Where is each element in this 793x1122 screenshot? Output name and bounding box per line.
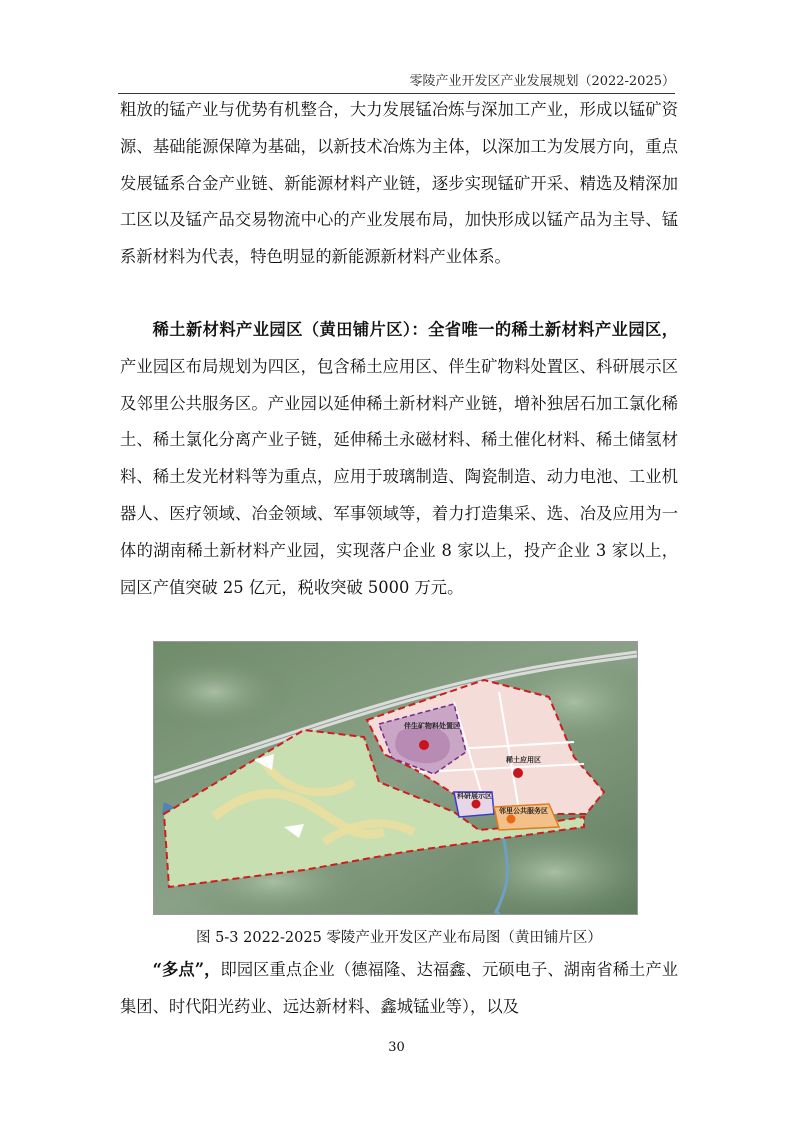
multi-point-heading: “多点”， xyxy=(152,960,221,979)
label-byproduct-zone: 伴生矿物料处置区 xyxy=(404,722,460,730)
label-public-service-zone: 邻里公共服务区 xyxy=(499,807,548,815)
rare-earth-park-body: 产业园区布局规划为四区，包含稀土应用区、伴生矿物料处置区、科研展示区及邻里公共服务区。产业园以延伸稀土新材料产业链，增补独居石加工氯化稀土、稀土氯化分离产业子链，延伸稀土永磁材料、稀土催化材料、稀土储氢材料、稀土发光材料等为重点，应用于玻璃制造、陶瓷制造、动力电池、工业机器人、医疗领域、冶金领域、军事领域等，着力打造集采、选、冶及应用为一体的湖南稀土新材料产业园，实现落户企业 8 家以上，投产企业 3 家以上，园区产值突破 25 亿元，税收突破 5000 万元。 xyxy=(120,356,678,597)
page-number: 30 xyxy=(388,1040,405,1055)
label-application-zone: 稀土应用区 xyxy=(506,756,541,764)
rare-earth-park-heading: 稀土新材料产业园区（黄田铺片区）：全省唯一的稀土新材料产业园区， xyxy=(152,320,678,339)
layout-map-figure xyxy=(153,641,638,915)
paragraph-multi-point xyxy=(120,952,678,1026)
running-header: 零陵产业开发区产业发展规划（2022-2025） xyxy=(118,70,675,94)
paragraph-manganese: 粗放的锰产业与优势有机整合，大力发展锰冶炼与深加工产业，形成以锰矿资源、基础能源保障为基础，以新技术冶炼为主体，以深加工为发展方向，重点发展锰系合金产业链、新能源材料产业链，逐步实现锰矿开采、精选及精深加工区以及锰产品交易物流中心的产业发展布局，加快形成以锰产品为主导、锰系新材料为代表，特色明显的新能源新材料产业体系。 xyxy=(120,100,678,267)
figure-caption: 图 5-3 2022-2025 零陵产业开发区产业布局图（黄田铺片区） xyxy=(196,930,602,946)
paragraph-rare-earth-park xyxy=(120,312,678,606)
label-research-zone: 科研展示区 xyxy=(457,792,492,800)
multi-point-body: 即园区重点企业（德福隆、达福鑫、元硕电子、湖南省稀土产业集团、时代阳光药业、远达新材料、鑫城锰业等），以及 xyxy=(120,960,678,1016)
layout-map-svg xyxy=(154,642,637,914)
